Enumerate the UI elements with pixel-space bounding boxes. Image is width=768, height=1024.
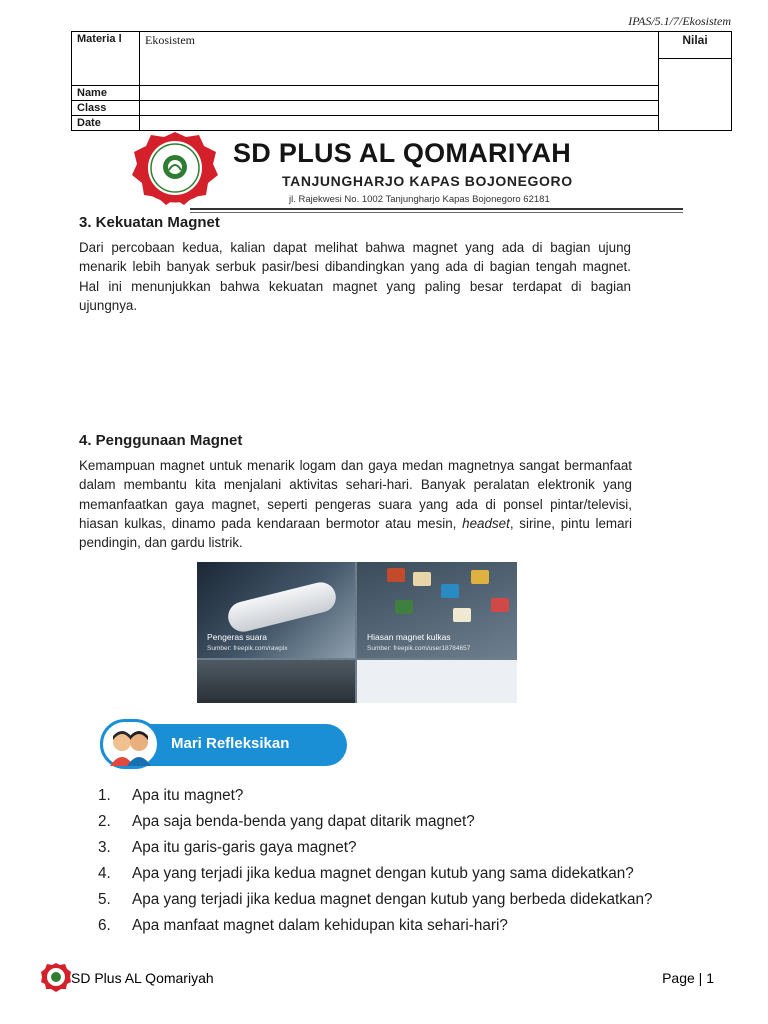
question-text: Apa itu magnet? xyxy=(132,787,244,804)
fridge-magnet xyxy=(395,600,413,614)
name-label: Name xyxy=(72,86,140,101)
fridge-magnets-photo xyxy=(357,562,517,658)
fridge-magnet xyxy=(491,598,509,612)
question-number: 3. xyxy=(98,839,111,856)
caption-speaker: Pengeras suara xyxy=(207,632,268,642)
footer-page-number: Page | 1 xyxy=(662,970,714,986)
section-4-text-start: Kemampuan magnet untuk menarik logam dan gaya medan magnetnya sangat bermanfaat dalam membantu kita menjalani aktivitas sehari-hari. Banyak peralatan elektronik yang memanfaatkan gaya magnet, seperti pengeras suara yang ada di ponsel pintar/televisi, hiasan kulkas, dinamo pada kendaraan bermotor atau mesin, xyxy=(79,458,632,531)
question-text: Apa yang terjadi jika kedua magnet dengan kutub yang sama didekatkan? xyxy=(132,865,634,882)
speaker-photo xyxy=(197,562,355,658)
header-divider xyxy=(190,208,683,210)
class-label: Class xyxy=(72,101,140,116)
fridge-magnet xyxy=(387,568,405,582)
caption-fridge-magnet: Hiasan magnet kulkas xyxy=(367,632,451,642)
section-4-text-end: , sirine, pintu lemari pendingin, dan gardu listrik. xyxy=(79,515,632,551)
school-logo xyxy=(128,130,222,206)
question-number: 1. xyxy=(98,787,111,804)
section-3-text: Dari percobaan kedua, kalian dapat melihat bahwa magnet yang ada di bagian ujung menarik lebih banyak serbuk pasir/besi dibandingkan yang ada di bagian tengah magnet. Hal ini menunjukkan bahwa kekuatan magnet yang paling besar terdapat di bagian ujungnya. xyxy=(79,240,631,313)
footer-school-logo xyxy=(40,962,72,992)
class-field[interactable] xyxy=(140,101,659,116)
school-address: jl. Rajekwesi No. 1002 Tanjungharjo Kapas Bojonegoro 62181 xyxy=(289,194,550,205)
document-code: IPAS/5.1/7/Ekosistem xyxy=(628,14,731,28)
footer-school-name: SD Plus AL Qomariyah xyxy=(71,970,214,986)
section-4-text xyxy=(79,456,632,552)
fridge-magnet xyxy=(441,584,459,598)
section-4-italic-term: headset xyxy=(462,515,510,531)
reflection-icon-circle xyxy=(100,719,160,769)
materi-value: Ekosistem xyxy=(140,32,659,86)
refrigerator-photo xyxy=(357,660,517,703)
speaker-shape xyxy=(225,579,339,635)
question-text: Apa saja benda-benda yang dapat ditarik magnet? xyxy=(132,813,475,830)
date-field[interactable] xyxy=(140,116,659,131)
engine-photo xyxy=(197,660,355,703)
school-location: TANJUNGHARJO KAPAS BOJONEGORO xyxy=(282,173,573,189)
question-text: Apa manfaat magnet dalam kehidupan kita sehari-hari? xyxy=(132,917,508,934)
nilai-label: Nilai xyxy=(659,32,731,59)
section-4-heading: 4. Penggunaan Magnet xyxy=(79,432,243,449)
question-number: 2. xyxy=(98,813,111,830)
source-speaker: Sumber: freepik.com/rawpix xyxy=(207,645,288,652)
question-item xyxy=(98,917,768,943)
section-3-heading: 3. Kekuatan Magnet xyxy=(79,214,220,231)
school-name: SD PLUS AL QOMARIYAH xyxy=(233,138,572,168)
student-info-table xyxy=(71,31,732,131)
question-item xyxy=(98,787,768,813)
question-item xyxy=(98,813,768,839)
question-item xyxy=(98,891,768,917)
nilai-box xyxy=(659,32,732,131)
reflection-title: Mari Refleksikan xyxy=(171,735,290,752)
question-text: Apa yang terjadi jika kedua magnet dengan kutub yang berbeda didekatkan? xyxy=(132,891,653,908)
date-label: Date xyxy=(72,116,140,131)
question-number: 4. xyxy=(98,865,111,882)
source-fridge-magnet: Sumber: freepik.com/user18784657 xyxy=(367,645,471,652)
magnet-uses-photo xyxy=(197,562,517,703)
fridge-magnet xyxy=(471,570,489,584)
question-item xyxy=(98,865,768,891)
question-number: 5. xyxy=(98,891,111,908)
fridge-magnet xyxy=(413,572,431,586)
name-field[interactable] xyxy=(140,86,659,101)
materi-label: Materia l xyxy=(72,32,140,86)
question-text: Apa itu garis-garis gaya magnet? xyxy=(132,839,357,856)
question-item xyxy=(98,839,768,865)
header-divider-thin xyxy=(190,212,683,213)
reflection-questions xyxy=(98,787,768,943)
question-number: 6. xyxy=(98,917,111,934)
two-students-icon xyxy=(103,722,157,766)
fridge-magnet xyxy=(453,608,471,622)
